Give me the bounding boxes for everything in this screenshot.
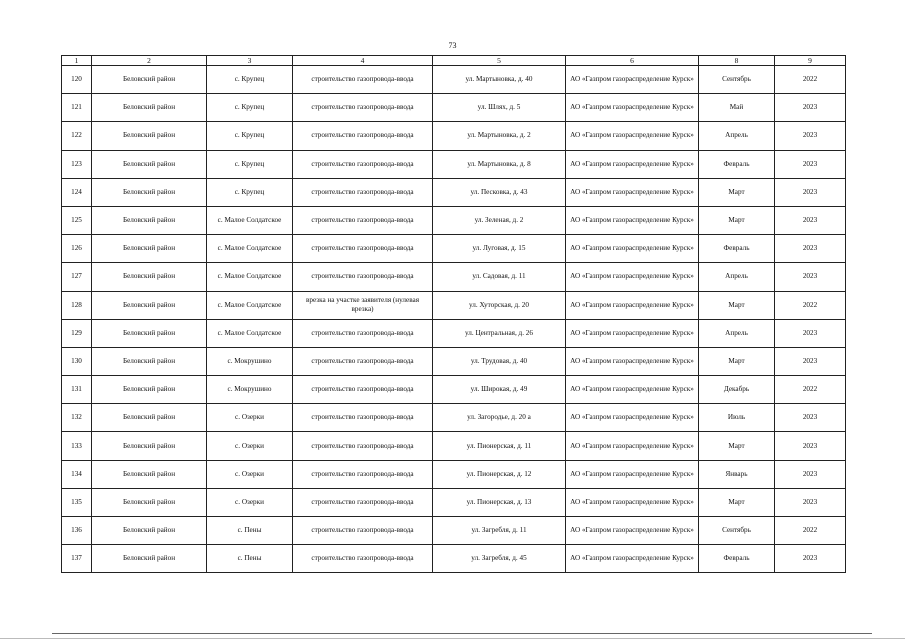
row-number-cell: 127 xyxy=(62,263,92,291)
table-header-row xyxy=(62,56,846,66)
table-row xyxy=(62,319,846,347)
year-cell: 2023 xyxy=(775,460,846,488)
row-number-cell: 137 xyxy=(62,545,92,573)
month-cell: Май xyxy=(699,94,775,122)
month-cell: Апрель xyxy=(699,263,775,291)
row-number-cell: 131 xyxy=(62,376,92,404)
organization-cell: АО «Газпром газораспределение Курск» xyxy=(566,347,699,375)
address-cell: ул. Садовая, д. 11 xyxy=(433,263,566,291)
column-header: 5 xyxy=(433,56,566,66)
table-row xyxy=(62,206,846,234)
organization-cell: АО «Газпром газораспределение Курск» xyxy=(566,517,699,545)
district-cell: Беловский район xyxy=(92,432,207,460)
table-row xyxy=(62,376,846,404)
month-cell: Март xyxy=(699,291,775,319)
month-cell: Январь xyxy=(699,460,775,488)
year-cell: 2023 xyxy=(775,150,846,178)
locality-cell: с. Пены xyxy=(207,545,293,573)
column-header: 8 xyxy=(699,56,775,66)
district-cell: Беловский район xyxy=(92,376,207,404)
table-row xyxy=(62,404,846,432)
registry-table xyxy=(61,55,846,573)
year-cell: 2022 xyxy=(775,376,846,404)
district-cell: Беловский район xyxy=(92,404,207,432)
organization-cell: АО «Газпром газораспределение Курск» xyxy=(566,460,699,488)
work-type-cell: строительство газопровода-ввода xyxy=(293,150,433,178)
locality-cell: с. Озерки xyxy=(207,460,293,488)
organization-cell: АО «Газпром газораспределение Курск» xyxy=(566,376,699,404)
address-cell: ул. Пионерская, д. 12 xyxy=(433,460,566,488)
year-cell: 2023 xyxy=(775,235,846,263)
locality-cell: с. Крупец xyxy=(207,94,293,122)
district-cell: Беловский район xyxy=(92,545,207,573)
row-number-cell: 125 xyxy=(62,206,92,234)
year-cell: 2023 xyxy=(775,488,846,516)
address-cell: ул. Хуторская, д. 20 xyxy=(433,291,566,319)
year-cell: 2023 xyxy=(775,545,846,573)
month-cell: Сентябрь xyxy=(699,517,775,545)
address-cell: ул. Загородье, д. 20 а xyxy=(433,404,566,432)
district-cell: Беловский район xyxy=(92,460,207,488)
row-number-cell: 122 xyxy=(62,122,92,150)
year-cell: 2023 xyxy=(775,263,846,291)
table-row xyxy=(62,150,846,178)
work-type-cell: строительство газопровода-ввода xyxy=(293,488,433,516)
column-header: 9 xyxy=(775,56,846,66)
work-type-cell: строительство газопровода-ввода xyxy=(293,178,433,206)
column-header: 1 xyxy=(62,56,92,66)
district-cell: Беловский район xyxy=(92,291,207,319)
locality-cell: с. Озерки xyxy=(207,432,293,460)
work-type-cell: врезка на участке заявителя (нулевая врезка) xyxy=(293,291,433,319)
month-cell: Март xyxy=(699,178,775,206)
work-type-cell: строительство газопровода-ввода xyxy=(293,319,433,347)
district-cell: Беловский район xyxy=(92,517,207,545)
district-cell: Беловский район xyxy=(92,66,207,94)
locality-cell: с. Крупец xyxy=(207,150,293,178)
address-cell: ул. Мартыновка, д. 40 xyxy=(433,66,566,94)
organization-cell: АО «Газпром газораспределение Курск» xyxy=(566,150,699,178)
month-cell: Март xyxy=(699,206,775,234)
address-cell: ул. Пионерская, д. 11 xyxy=(433,432,566,460)
table-row xyxy=(62,94,846,122)
locality-cell: с. Крупец xyxy=(207,66,293,94)
year-cell: 2022 xyxy=(775,291,846,319)
table-row xyxy=(62,291,846,319)
address-cell: ул. Трудовая, д. 40 xyxy=(433,347,566,375)
month-cell: Март xyxy=(699,432,775,460)
organization-cell: АО «Газпром газораспределение Курск» xyxy=(566,122,699,150)
row-number-cell: 121 xyxy=(62,94,92,122)
month-cell: Февраль xyxy=(699,150,775,178)
locality-cell: с. Малое Солдатское xyxy=(207,206,293,234)
locality-cell: с. Малое Солдатское xyxy=(207,291,293,319)
locality-cell: с. Мокрушино xyxy=(207,376,293,404)
year-cell: 2023 xyxy=(775,347,846,375)
organization-cell: АО «Газпром газораспределение Курск» xyxy=(566,319,699,347)
organization-cell: АО «Газпром газораспределение Курск» xyxy=(566,235,699,263)
district-cell: Беловский район xyxy=(92,488,207,516)
year-cell: 2022 xyxy=(775,517,846,545)
work-type-cell: строительство газопровода-ввода xyxy=(293,432,433,460)
work-type-cell: строительство газопровода-ввода xyxy=(293,347,433,375)
work-type-cell: строительство газопровода-ввода xyxy=(293,545,433,573)
column-header: 3 xyxy=(207,56,293,66)
address-cell: ул. Мартыновка, д. 2 xyxy=(433,122,566,150)
month-cell: Февраль xyxy=(699,545,775,573)
row-number-cell: 124 xyxy=(62,178,92,206)
row-number-cell: 126 xyxy=(62,235,92,263)
locality-cell: с. Крупец xyxy=(207,122,293,150)
column-header: 4 xyxy=(293,56,433,66)
district-cell: Беловский район xyxy=(92,319,207,347)
district-cell: Беловский район xyxy=(92,94,207,122)
district-cell: Беловский район xyxy=(92,178,207,206)
table-row xyxy=(62,488,846,516)
organization-cell: АО «Газпром газораспределение Курск» xyxy=(566,263,699,291)
locality-cell: с. Малое Солдатское xyxy=(207,235,293,263)
address-cell: ул. Мартыновка, д. 8 xyxy=(433,150,566,178)
page-edge-rule xyxy=(0,638,905,639)
year-cell: 2023 xyxy=(775,319,846,347)
row-number-cell: 136 xyxy=(62,517,92,545)
column-header: 2 xyxy=(92,56,207,66)
work-type-cell: строительство газопровода-ввода xyxy=(293,263,433,291)
organization-cell: АО «Газпром газораспределение Курск» xyxy=(566,178,699,206)
row-number-cell: 133 xyxy=(62,432,92,460)
table-row xyxy=(62,66,846,94)
work-type-cell: строительство газопровода-ввода xyxy=(293,235,433,263)
address-cell: ул. Центральная, д. 26 xyxy=(433,319,566,347)
locality-cell: с. Малое Солдатское xyxy=(207,319,293,347)
work-type-cell: строительство газопровода-ввода xyxy=(293,66,433,94)
organization-cell: АО «Газпром газораспределение Курск» xyxy=(566,545,699,573)
organization-cell: АО «Газпром газораспределение Курск» xyxy=(566,94,699,122)
row-number-cell: 123 xyxy=(62,150,92,178)
row-number-cell: 120 xyxy=(62,66,92,94)
row-number-cell: 130 xyxy=(62,347,92,375)
column-header: 6 xyxy=(566,56,699,66)
table-row xyxy=(62,545,846,573)
district-cell: Беловский район xyxy=(92,235,207,263)
table-row xyxy=(62,178,846,206)
row-number-cell: 129 xyxy=(62,319,92,347)
row-number-cell: 135 xyxy=(62,488,92,516)
year-cell: 2023 xyxy=(775,432,846,460)
month-cell: Март xyxy=(699,488,775,516)
page-number: 73 xyxy=(448,41,457,50)
locality-cell: с. Малое Солдатское xyxy=(207,263,293,291)
row-number-cell: 134 xyxy=(62,460,92,488)
table-row xyxy=(62,263,846,291)
year-cell: 2023 xyxy=(775,122,846,150)
table-row xyxy=(62,432,846,460)
table-row xyxy=(62,347,846,375)
organization-cell: АО «Газпром газораспределение Курск» xyxy=(566,291,699,319)
month-cell: Февраль xyxy=(699,235,775,263)
work-type-cell: строительство газопровода-ввода xyxy=(293,460,433,488)
page-bottom-rule xyxy=(52,633,872,634)
work-type-cell: строительство газопровода-ввода xyxy=(293,376,433,404)
organization-cell: АО «Газпром газораспределение Курск» xyxy=(566,432,699,460)
work-type-cell: строительство газопровода-ввода xyxy=(293,404,433,432)
organization-cell: АО «Газпром газораспределение Курск» xyxy=(566,66,699,94)
address-cell: ул. Зеленая, д. 2 xyxy=(433,206,566,234)
district-cell: Беловский район xyxy=(92,263,207,291)
organization-cell: АО «Газпром газораспределение Курск» xyxy=(566,404,699,432)
year-cell: 2023 xyxy=(775,94,846,122)
month-cell: Апрель xyxy=(699,122,775,150)
row-number-cell: 128 xyxy=(62,291,92,319)
locality-cell: с. Пены xyxy=(207,517,293,545)
address-cell: ул. Песковка, д. 43 xyxy=(433,178,566,206)
month-cell: Март xyxy=(699,347,775,375)
year-cell: 2022 xyxy=(775,66,846,94)
table-row xyxy=(62,235,846,263)
work-type-cell: строительство газопровода-ввода xyxy=(293,122,433,150)
address-cell: ул. Шлях, д. 5 xyxy=(433,94,566,122)
work-type-cell: строительство газопровода-ввода xyxy=(293,517,433,545)
address-cell: ул. Луговая, д. 15 xyxy=(433,235,566,263)
table-body xyxy=(62,66,846,573)
year-cell: 2023 xyxy=(775,206,846,234)
organization-cell: АО «Газпром газораспределение Курск» xyxy=(566,488,699,516)
month-cell: Сентябрь xyxy=(699,66,775,94)
year-cell: 2023 xyxy=(775,404,846,432)
row-number-cell: 132 xyxy=(62,404,92,432)
work-type-cell: строительство газопровода-ввода xyxy=(293,206,433,234)
work-type-cell: строительство газопровода-ввода xyxy=(293,94,433,122)
district-cell: Беловский район xyxy=(92,150,207,178)
address-cell: ул. Пионерская, д. 13 xyxy=(433,488,566,516)
locality-cell: с. Озерки xyxy=(207,488,293,516)
locality-cell: с. Крупец xyxy=(207,178,293,206)
district-cell: Беловский район xyxy=(92,122,207,150)
year-cell: 2023 xyxy=(775,178,846,206)
address-cell: ул. Загребля, д. 11 xyxy=(433,517,566,545)
organization-cell: АО «Газпром газораспределение Курск» xyxy=(566,206,699,234)
table-row xyxy=(62,460,846,488)
locality-cell: с. Мокрушино xyxy=(207,347,293,375)
address-cell: ул. Широкая, д. 49 xyxy=(433,376,566,404)
district-cell: Беловский район xyxy=(92,347,207,375)
district-cell: Беловский район xyxy=(92,206,207,234)
month-cell: Июль xyxy=(699,404,775,432)
table-row xyxy=(62,517,846,545)
table-row xyxy=(62,122,846,150)
month-cell: Апрель xyxy=(699,319,775,347)
month-cell: Декабрь xyxy=(699,376,775,404)
locality-cell: с. Озерки xyxy=(207,404,293,432)
address-cell: ул. Загребля, д. 45 xyxy=(433,545,566,573)
